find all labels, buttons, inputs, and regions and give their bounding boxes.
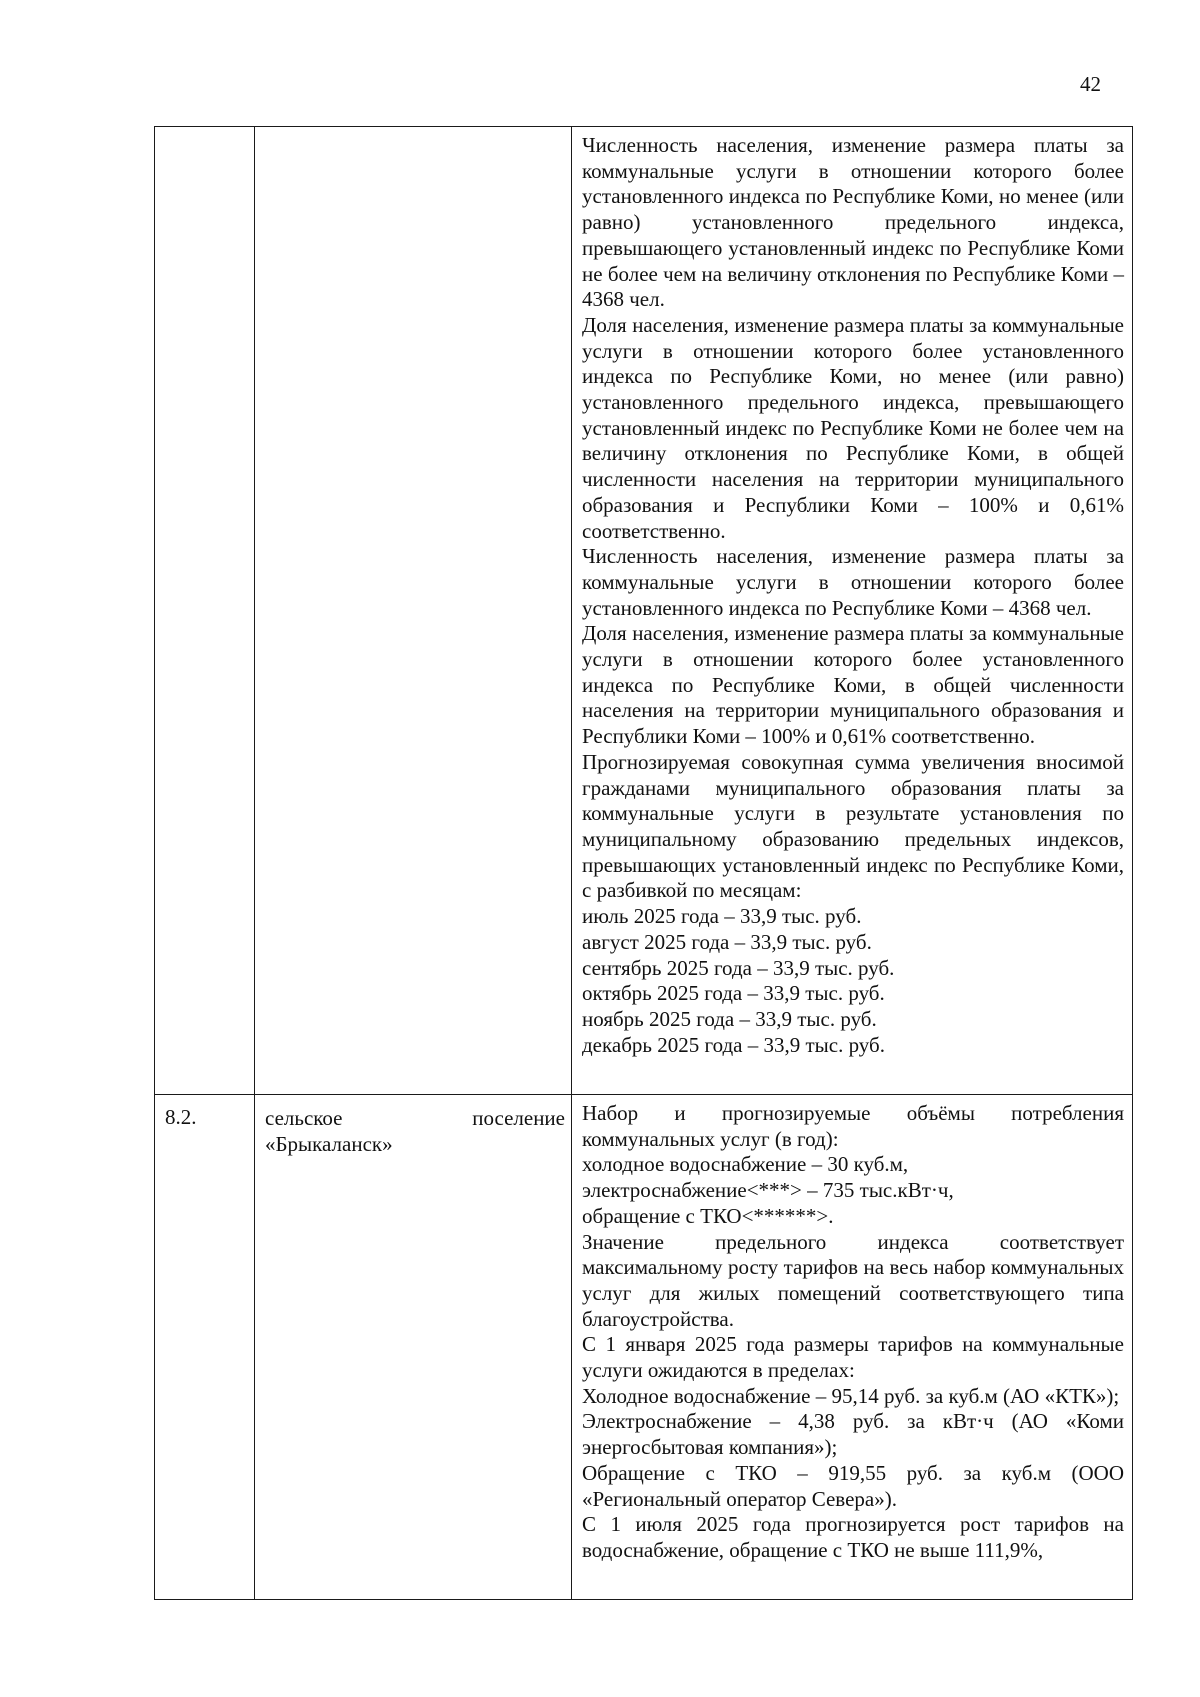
monthly-amount: декабрь 2025 года – 33,9 тыс. руб. — [582, 1032, 885, 1057]
municipality-type-word: поселение — [472, 1106, 565, 1130]
paragraph: С 1 января 2025 года размеры тарифов на коммунальные услуги ожидаются в пределах: — [582, 1332, 1124, 1383]
paragraph: Обращение с ТКО – 919,55 руб. за куб.м (ООО «Региональный оператор Севера»). — [582, 1460, 1124, 1511]
paragraph: обращение с ТКО<******>. — [582, 1203, 834, 1228]
monthly-amount: июль 2025 года – 33,9 тыс. руб. — [582, 904, 862, 929]
monthly-amount: август 2025 года – 33,9 тыс. руб. — [582, 929, 872, 954]
paragraph: С 1 июля 2025 года прогнозируется рост тарифов на водоснабжение, обращение с ТКО не выше 111,9%, — [582, 1512, 1124, 1562]
paragraph: Холодное водоснабжение – 95,14 руб. за куб.м (АО «КТК»); — [582, 1383, 1120, 1408]
municipality-name: «Брыкаланск» — [265, 1132, 393, 1156]
monthly-amount: сентябрь 2025 года – 33,9 тыс. руб. — [582, 955, 895, 980]
monthly-amount: ноябрь 2025 года – 33,9 тыс. руб. — [582, 1006, 877, 1031]
table-row — [155, 127, 1133, 1095]
paragraph: Доля населения, изменение размера платы за коммунальные услуги в отношении которого более установленного индекса по Республике Коми, в общей численности населения на территории муниципального образования и Республики Коми – 100% и 0,61% соответственно. — [582, 621, 1124, 749]
row-number-cell: 8.2. — [155, 1095, 255, 1600]
paragraph: Численность населения, изменение размера платы за коммунальные услуги в отношении которого более установленного индекса по Республике Коми, но менее (или равно) установленного предельного индекса, превышающего установленный индекс по Республике Коми не более чем на величину отклонения по Республике Коми – 4368 чел. — [582, 133, 1124, 312]
paragraph: Прогнозируемая совокупная сумма увеличения вносимой гражданами муниципального образования платы за коммунальные услуги в результате установления по муниципальному образованию предельных индексов, превышающих установленный индекс по Республике Коми, с разбивкой по месяцам: — [582, 749, 1124, 903]
paragraph: холодное водоснабжение – 30 куб.м, — [582, 1152, 909, 1177]
paragraph: электроснабжение<***> – 735 тыс.кВт·ч, — [582, 1178, 954, 1203]
paragraph: Доля населения, изменение размера платы за коммунальные услуги в отношении которого более установленного индекса по Республике Коми, но менее (или равно) установленного предельного индекса, превышающего установленный индекс по Республике Коми не более чем на величину отклонения по Республике Коми, в общей численности населения на территории муниципального образования и Республики Коми – 100% и 0,61% соответственно. — [582, 312, 1124, 543]
paragraph: Набор и прогнозируемые объёмы потребления коммунальных услуг (в год): — [582, 1101, 1124, 1151]
monthly-amount: октябрь 2025 года – 33,9 тыс. руб. — [582, 981, 885, 1006]
row-number-cell — [155, 127, 255, 1095]
table-row — [155, 1095, 1133, 1600]
paragraph: Численность населения, изменение размера платы за коммунальные услуги в отношении которого более установленного индекса по Республике Коми – 4368 чел. — [582, 544, 1124, 620]
description-cell — [572, 127, 1133, 1095]
page-number: 42 — [1080, 72, 1101, 96]
municipality-type-word: сельское — [265, 1106, 343, 1130]
municipality-name-cell — [255, 1095, 572, 1600]
municipal-table — [154, 126, 1133, 1600]
description-cell — [572, 1095, 1133, 1600]
municipality-type — [265, 1105, 565, 1131]
paragraph: Значение предельного индекса соответствует максимальному росту тарифов на весь набор коммунальных услуг для жилых помещений соответствующего типа благоустройства. — [582, 1229, 1124, 1331]
municipality-name-cell — [255, 127, 572, 1095]
paragraph: Электроснабжение – 4,38 руб. за кВт·ч (АО «Коми энергосбытовая компания»); — [582, 1409, 1124, 1460]
